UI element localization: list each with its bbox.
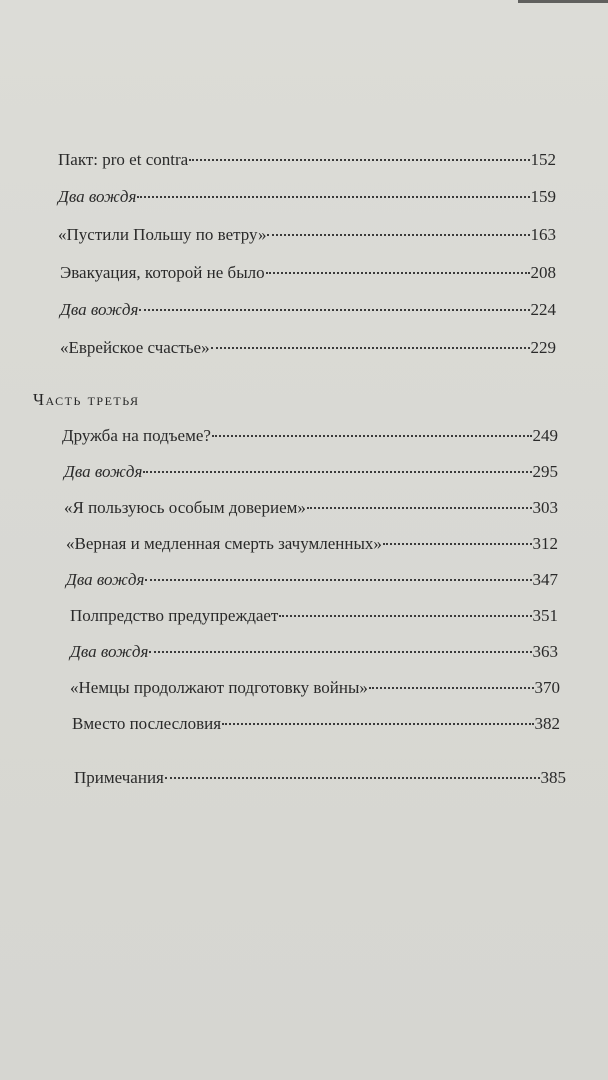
toc-entry-title: «Немцы продолжают подготовку войны» bbox=[70, 678, 368, 697]
dot-leader bbox=[137, 196, 529, 198]
dot-leader bbox=[267, 234, 529, 236]
toc-entry-notes bbox=[74, 767, 566, 789]
toc-entry bbox=[66, 533, 558, 555]
toc-entry-title: Два вождя bbox=[60, 300, 139, 319]
toc-entry-page: 208 bbox=[530, 263, 556, 282]
toc-entry-title: Эвакуация, которой не было bbox=[60, 263, 265, 282]
toc-entry-title: Вместо послесловия bbox=[72, 714, 222, 733]
toc-entry-page: 347 bbox=[532, 570, 558, 589]
toc-entry-page: 163 bbox=[530, 225, 556, 244]
toc-entry bbox=[66, 569, 558, 591]
toc-entry-title: Два вождя bbox=[66, 570, 145, 589]
toc-entry bbox=[64, 497, 558, 519]
toc-entry bbox=[62, 425, 558, 447]
toc-entry-page: 351 bbox=[532, 606, 558, 625]
toc-entry-title: Полпредство предупреждает bbox=[70, 606, 279, 625]
toc-entry-title: Пакт: pro et contra bbox=[58, 150, 189, 169]
toc-entry-page: 152 bbox=[530, 150, 556, 169]
toc-entry bbox=[60, 299, 556, 321]
toc-entry-title: Два вождя bbox=[70, 642, 149, 661]
toc-entry bbox=[70, 605, 558, 627]
dot-leader bbox=[369, 687, 534, 689]
dot-leader bbox=[279, 615, 531, 617]
dot-leader bbox=[145, 579, 531, 581]
part-heading: Часть третья bbox=[33, 390, 140, 409]
toc-entry-title: «Еврейское счастье» bbox=[60, 338, 210, 357]
dot-leader bbox=[383, 543, 532, 545]
toc-entry-page: 303 bbox=[532, 498, 558, 517]
dot-leader bbox=[149, 651, 531, 653]
toc-entry-page: 312 bbox=[532, 534, 558, 553]
toc-entry-title: «Пустили Польшу по ветру» bbox=[58, 225, 267, 244]
toc-entry-title: Дружба на подъеме? bbox=[62, 426, 211, 445]
dot-leader bbox=[222, 723, 533, 725]
toc-entry-title: Два вождя bbox=[64, 462, 143, 481]
dot-leader bbox=[307, 507, 532, 509]
toc-entry bbox=[70, 641, 558, 663]
dot-leader bbox=[139, 309, 529, 311]
toc-entry bbox=[72, 713, 560, 735]
dot-leader bbox=[212, 435, 532, 437]
toc-entry bbox=[60, 337, 556, 359]
toc-entry-title: Примечания bbox=[74, 768, 164, 787]
dot-leader bbox=[266, 272, 530, 274]
toc-entry-title: «Я пользуюсь особым доверием» bbox=[64, 498, 306, 517]
toc-entry bbox=[60, 262, 556, 284]
page-edge-shadow bbox=[518, 0, 608, 3]
toc-entry-title: «Верная и медленная смерть зачумленных» bbox=[66, 534, 382, 553]
toc-entry-page: 249 bbox=[532, 426, 558, 445]
toc-entry-page: 229 bbox=[530, 338, 556, 357]
toc-entry bbox=[58, 224, 556, 246]
toc-entry-page: 382 bbox=[534, 714, 560, 733]
dot-leader bbox=[143, 471, 531, 473]
dot-leader bbox=[165, 777, 540, 779]
dot-leader bbox=[211, 347, 530, 349]
toc-entry-title: Два вождя bbox=[58, 187, 137, 206]
toc-entry bbox=[70, 677, 560, 699]
toc-entry bbox=[64, 461, 558, 483]
toc-entry-page: 370 bbox=[534, 678, 560, 697]
toc-entry-page: 224 bbox=[530, 300, 556, 319]
toc-entry-page: 295 bbox=[532, 462, 558, 481]
toc-entry-page: 159 bbox=[530, 187, 556, 206]
toc-entry bbox=[58, 149, 556, 171]
toc-entry-page: 363 bbox=[532, 642, 558, 661]
dot-leader bbox=[189, 159, 529, 161]
toc-entry-page: 385 bbox=[540, 768, 566, 787]
toc-entry bbox=[58, 186, 556, 208]
